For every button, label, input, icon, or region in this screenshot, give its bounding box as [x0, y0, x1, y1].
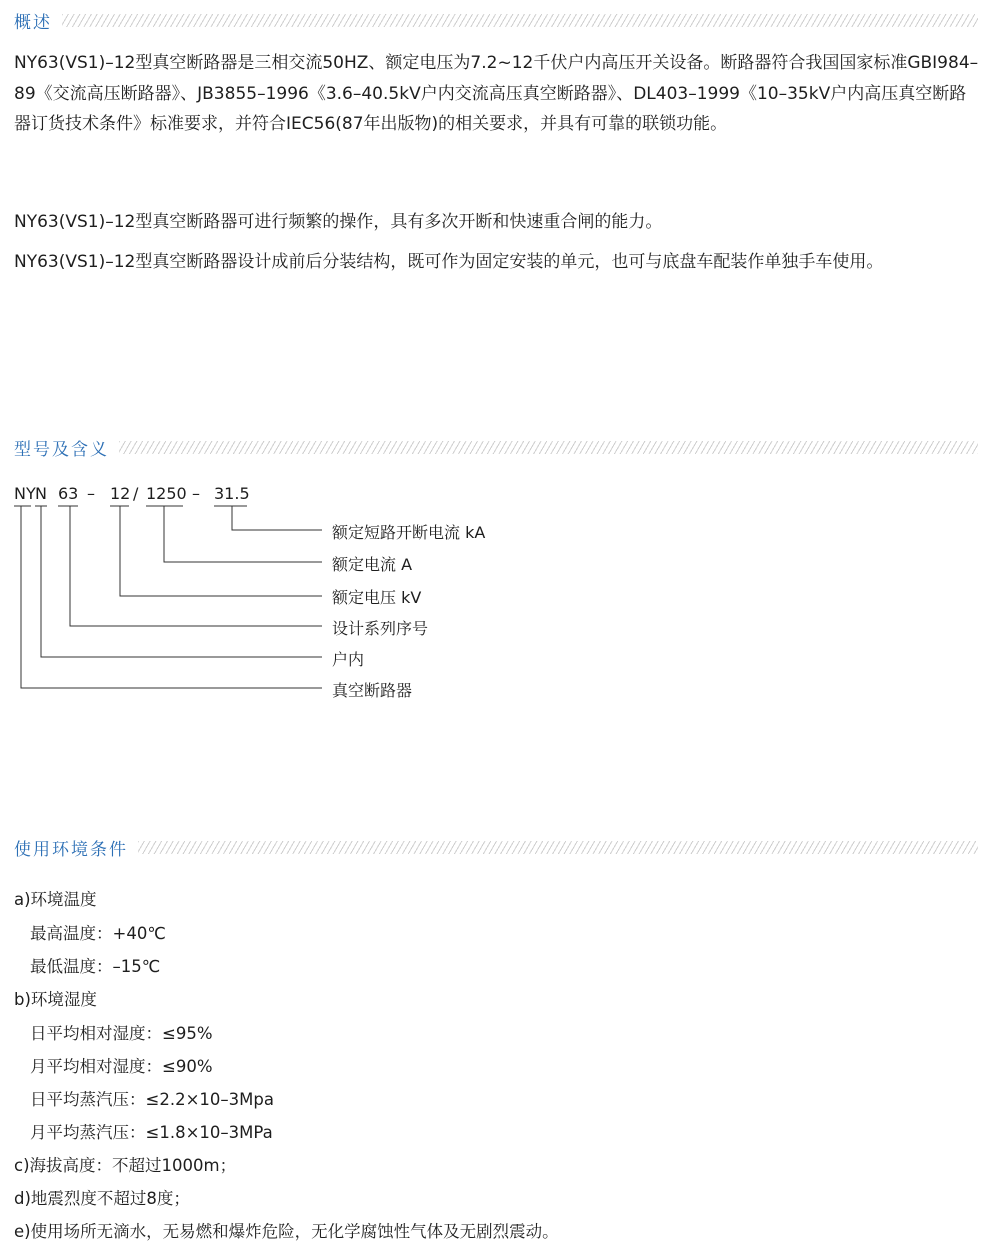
env-monthly-vapor-pressure: 月平均蒸汽压：≤1.8×10–3MPa: [30, 1123, 273, 1142]
model-code-part: 12: [110, 484, 131, 503]
connector-vacuum-breaker: [21, 506, 322, 688]
model-code-part: 63: [58, 484, 79, 503]
meaning-indoor: 户内: [332, 650, 365, 669]
model-code-part: 1250: [146, 484, 187, 503]
env-max-temperature: 最高温度：+40℃: [30, 924, 166, 943]
meaning-breaking-current: 额定短路开断电流 kA: [332, 523, 486, 542]
connector-indoor: [41, 506, 322, 657]
env-humidity-title: b)环境湿度: [14, 990, 97, 1009]
section-title: 使用环境条件: [14, 839, 128, 860]
overview-paragraph-3: NY63(VS1)–12型真空断路器设计成前后分装结构，既可作为固定安装的单元，也可与底盘车配装作单独手车使用。: [14, 252, 884, 272]
env-site-conditions: e)使用场所无滴水，无易燃和爆炸危险，无化学腐蚀性气体及无剧烈震动。: [14, 1222, 559, 1241]
model-code-part: –: [192, 484, 200, 503]
model-code-part: N: [35, 484, 47, 503]
overview-paragraph-2: NY63(VS1)–12型真空断路器可进行频繁的操作，具有多次开断和快速重合闸的能力。: [14, 212, 663, 232]
connector-rated-current: [164, 506, 322, 562]
section-title: 概述: [14, 12, 52, 33]
hatch-divider: [119, 441, 978, 454]
env-altitude: c)海拔高度：不超过1000m；: [14, 1156, 237, 1175]
overview-paragraph-1: NY63(VS1)–12型真空断路器是三相交流50HZ、额定电压为7.2~12千伏户内高压开关设备。断路器符合我国国家标准GBI984–89《交流高压断路器》、JB3855–1996《3.6–40.5kV户内交流高压真空断路器》、DL403–1999《10–35kV户内高压真空断路器订货技术条件》标准要求，并符合IEC56(87年出版物)的相关要求，并具有可靠的联锁功能。: [14, 53, 979, 134]
env-monthly-humidity: 月平均相对湿度：≤90%: [30, 1057, 213, 1076]
section-header-environment: [14, 835, 978, 859]
env-daily-humidity: 日平均相对湿度：≤95%: [30, 1024, 213, 1043]
model-code-part: NY: [14, 484, 36, 503]
model-code-part: 31.5: [214, 484, 250, 503]
section-header-overview: [14, 8, 978, 32]
section-header-model: [14, 435, 978, 459]
hatch-divider: [62, 14, 978, 27]
meaning-vacuum-breaker: 真空断路器: [332, 681, 413, 700]
model-code-part: –: [87, 484, 95, 503]
meaning-series-no: 设计系列序号: [332, 619, 429, 638]
env-daily-vapor-pressure: 日平均蒸汽压：≤2.2×10–3Mpa: [30, 1090, 274, 1109]
env-temperature-title: a)环境温度: [14, 890, 97, 909]
connector-breaking-current: [232, 506, 322, 530]
section-title: 型号及含义: [14, 439, 109, 460]
env-min-temperature: 最低温度：–15℃: [30, 957, 161, 976]
model-code-part: /: [133, 484, 139, 503]
meaning-rated-current: 额定电流 A: [332, 555, 413, 574]
connector-rated-voltage: [120, 506, 322, 596]
meaning-rated-voltage: 额定电压 kV: [332, 588, 422, 607]
connector-series-no: [70, 506, 322, 626]
env-seismic: d)地震烈度不超过8度；: [14, 1189, 190, 1208]
hatch-divider: [138, 841, 978, 854]
